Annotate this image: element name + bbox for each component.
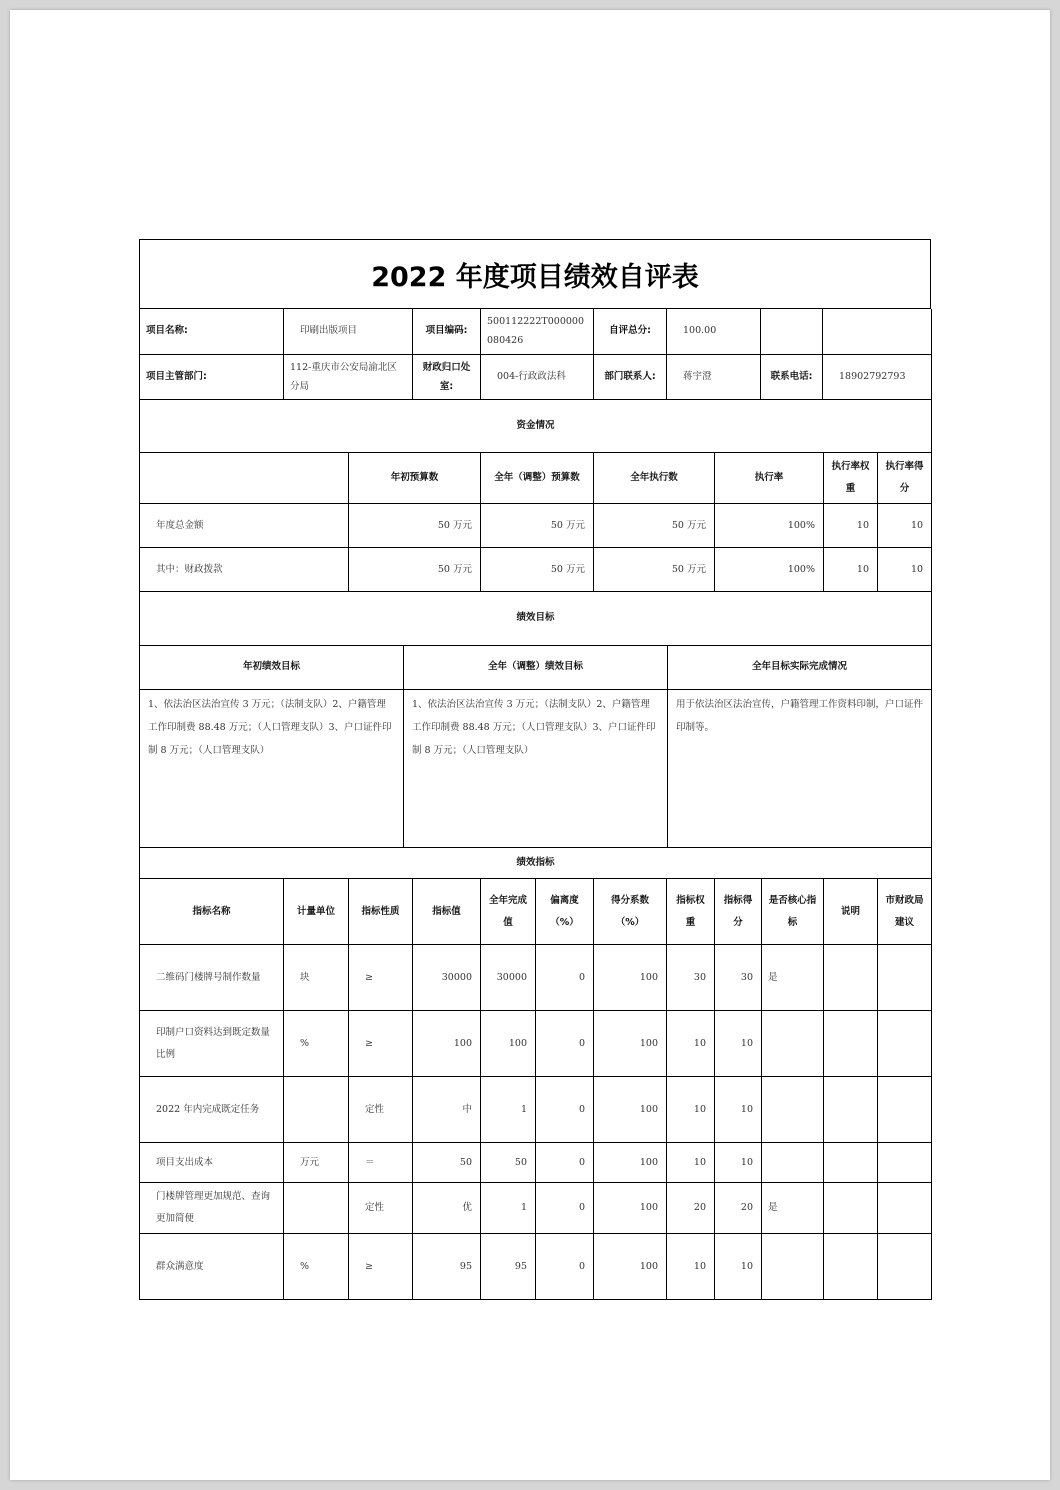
- indicator-actual: 1: [481, 1077, 536, 1143]
- indicator-weight: 10: [667, 1234, 715, 1300]
- indicators-header: 指标性质: [349, 879, 413, 945]
- indicator-name: 项目支出成本: [140, 1143, 284, 1183]
- dept-value: 112-重庆市公安局渝北区分局: [284, 354, 413, 399]
- self-score-value: 100.00: [667, 309, 761, 354]
- indicator-weight: 30: [667, 945, 715, 1011]
- indicators-body: [140, 945, 932, 1300]
- indicator-name: 群众满意度: [140, 1234, 284, 1300]
- indicator-unit: [284, 1183, 349, 1234]
- funds-section-title: 资金情况: [140, 400, 932, 453]
- funds-header: 执行率权重: [824, 453, 878, 504]
- funds-initial: 50 万元: [349, 504, 481, 548]
- indicator-note: [824, 945, 878, 1011]
- indicator-score: 10: [715, 1234, 762, 1300]
- indicator-nature: 定性: [349, 1183, 413, 1234]
- indicator-note: [824, 1011, 878, 1077]
- indicator-advice: [878, 1011, 932, 1077]
- phone-label: 联系电话:: [761, 354, 823, 399]
- indicator-weight: 10: [667, 1011, 715, 1077]
- finance-office-label: 财政归口处室:: [413, 354, 481, 399]
- indicator-note: [824, 1183, 878, 1234]
- empty-cell: [140, 453, 349, 504]
- indicator-coef: 100: [594, 1183, 667, 1234]
- indicator-score: 10: [715, 1077, 762, 1143]
- funds-executed: 50 万元: [594, 548, 715, 592]
- indicator-nature: 定性: [349, 1077, 413, 1143]
- indicator-deviation: 0: [536, 1183, 594, 1234]
- info-table: [139, 309, 932, 400]
- indicator-nature: ＝: [349, 1143, 413, 1183]
- indicator-deviation: 0: [536, 1077, 594, 1143]
- indicator-actual: 1: [481, 1183, 536, 1234]
- funds-header: 执行率得分: [878, 453, 932, 504]
- indicator-actual: 95: [481, 1234, 536, 1300]
- indicator-core: [762, 1234, 824, 1300]
- indicators-header: 得分系数（%）: [594, 879, 667, 945]
- table-row: [140, 1234, 932, 1300]
- indicator-advice: [878, 1183, 932, 1234]
- dept-label: 项目主管部门:: [140, 354, 284, 399]
- funds-weight: 10: [824, 504, 878, 548]
- indicator-nature: ≥: [349, 945, 413, 1011]
- phone-value: 18902792793: [823, 354, 932, 399]
- indicator-coef: 100: [594, 945, 667, 1011]
- finance-office-value: 004-行政政法科: [481, 354, 594, 399]
- indicator-weight: 20: [667, 1183, 715, 1234]
- indicators-header: 市财政局建议: [878, 879, 932, 945]
- form-title: 2022 年度项目绩效自评表: [139, 239, 931, 309]
- indicator-weight: 10: [667, 1143, 715, 1183]
- indicator-unit: 块: [284, 945, 349, 1011]
- initial-goal-text: 1、依法治区法治宣传 3 万元；（法制支队）2、户籍管理工作印制费 88.48 万元；（人口管理支队）3、户口证件印制 8 万元；（人口管理支队）: [140, 689, 404, 847]
- indicator-coef: 100: [594, 1011, 667, 1077]
- indicator-value: 中: [413, 1077, 481, 1143]
- actual-completion-text: 用于依法治区法治宣传，户籍管理工作资料印制，户口证件印制等。: [668, 689, 932, 847]
- indicator-name: 印制户口资料达到既定数量比例: [140, 1011, 284, 1077]
- indicator-advice: [878, 1234, 932, 1300]
- indicator-value: 100: [413, 1011, 481, 1077]
- funds-table: [139, 400, 932, 593]
- contact-label: 部门联系人:: [594, 354, 667, 399]
- indicator-core: 是: [762, 1183, 824, 1234]
- table-row: [140, 1143, 932, 1183]
- indicator-value: 30000: [413, 945, 481, 1011]
- funds-row-label: 其中：财政拨款: [140, 548, 349, 592]
- indicator-unit: 万元: [284, 1143, 349, 1183]
- indicator-score: 30: [715, 945, 762, 1011]
- goals-header: 全年目标实际完成情况: [668, 645, 932, 689]
- funds-header: 全年执行数: [594, 453, 715, 504]
- funds-initial: 50 万元: [349, 548, 481, 592]
- funds-rate: 100%: [715, 548, 824, 592]
- indicator-deviation: 0: [536, 945, 594, 1011]
- indicators-header: 指标值: [413, 879, 481, 945]
- indicator-nature: ≥: [349, 1234, 413, 1300]
- indicator-actual: 100: [481, 1011, 536, 1077]
- funds-executed: 50 万元: [594, 504, 715, 548]
- indicators-header: 指标名称: [140, 879, 284, 945]
- indicator-coef: 100: [594, 1077, 667, 1143]
- indicator-core: [762, 1143, 824, 1183]
- document-page: [10, 10, 1050, 1480]
- project-code-label: 项目编码:: [413, 309, 481, 354]
- indicator-actual: 50: [481, 1143, 536, 1183]
- indicator-core: 是: [762, 945, 824, 1011]
- indicator-advice: [878, 1143, 932, 1183]
- indicator-weight: 10: [667, 1077, 715, 1143]
- indicator-note: [824, 1234, 878, 1300]
- indicator-name: 门楼牌管理更加规范、查询更加简便: [140, 1183, 284, 1234]
- goals-section-title: 绩效目标: [140, 592, 932, 645]
- table-row: [140, 1077, 932, 1143]
- indicators-header: 指标得分: [715, 879, 762, 945]
- funds-adjusted: 50 万元: [481, 548, 594, 592]
- empty-cell: [823, 309, 932, 354]
- goals-header: 全年（调整）绩效目标: [404, 645, 668, 689]
- indicator-core: [762, 1011, 824, 1077]
- indicator-score: 10: [715, 1011, 762, 1077]
- table-row: [140, 945, 932, 1011]
- indicator-value: 95: [413, 1234, 481, 1300]
- project-code-value: 500112222T000000080426: [481, 309, 594, 354]
- indicator-note: [824, 1143, 878, 1183]
- indicator-advice: [878, 945, 932, 1011]
- indicator-deviation: 0: [536, 1011, 594, 1077]
- indicator-coef: 100: [594, 1143, 667, 1183]
- indicators-header: 全年完成值: [481, 879, 536, 945]
- indicator-nature: ≥: [349, 1011, 413, 1077]
- funds-header: 年初预算数: [349, 453, 481, 504]
- project-name-label: 项目名称:: [140, 309, 284, 354]
- indicators-header: 是否核心指标: [762, 879, 824, 945]
- funds-score: 10: [878, 548, 932, 592]
- self-score-label: 自评总分:: [594, 309, 667, 354]
- goals-table: [139, 592, 932, 848]
- evaluation-form: [139, 239, 931, 1300]
- indicator-value: 优: [413, 1183, 481, 1234]
- project-name-value: 印刷出版项目: [284, 309, 413, 354]
- indicators-table: [139, 848, 932, 1301]
- table-row: [140, 1183, 932, 1234]
- contact-value: 蒋宇澄: [667, 354, 761, 399]
- indicator-actual: 30000: [481, 945, 536, 1011]
- empty-cell: [761, 309, 823, 354]
- funds-rate: 100%: [715, 504, 824, 548]
- indicator-unit: %: [284, 1011, 349, 1077]
- funds-adjusted: 50 万元: [481, 504, 594, 548]
- indicator-score: 20: [715, 1183, 762, 1234]
- funds-score: 10: [878, 504, 932, 548]
- indicators-header: 计量单位: [284, 879, 349, 945]
- table-row: [140, 1011, 932, 1077]
- goals-header: 年初绩效目标: [140, 645, 404, 689]
- indicator-score: 10: [715, 1143, 762, 1183]
- indicator-name: 二维码门楼牌号制作数量: [140, 945, 284, 1011]
- indicators-header: 指标权重: [667, 879, 715, 945]
- indicator-note: [824, 1077, 878, 1143]
- table-row: [140, 504, 932, 548]
- funds-weight: 10: [824, 548, 878, 592]
- table-row: [140, 548, 932, 592]
- indicator-unit: [284, 1077, 349, 1143]
- indicator-core: [762, 1077, 824, 1143]
- indicator-value: 50: [413, 1143, 481, 1183]
- indicator-advice: [878, 1077, 932, 1143]
- funds-row-label: 年度总金额: [140, 504, 349, 548]
- adjusted-goal-text: 1、依法治区法治宣传 3 万元；（法制支队）2、户籍管理工作印制费 88.48 万元；（人口管理支队）3、户口证件印制 8 万元；（人口管理支队）: [404, 689, 668, 847]
- indicator-deviation: 0: [536, 1143, 594, 1183]
- funds-header: 执行率: [715, 453, 824, 504]
- indicators-header: 偏离度（%）: [536, 879, 594, 945]
- indicator-unit: %: [284, 1234, 349, 1300]
- indicators-section-title: 绩效指标: [140, 848, 932, 879]
- indicators-header: 说明: [824, 879, 878, 945]
- funds-header: 全年（调整）预算数: [481, 453, 594, 504]
- indicator-name: 2022 年内完成既定任务: [140, 1077, 284, 1143]
- indicator-deviation: 0: [536, 1234, 594, 1300]
- indicator-coef: 100: [594, 1234, 667, 1300]
